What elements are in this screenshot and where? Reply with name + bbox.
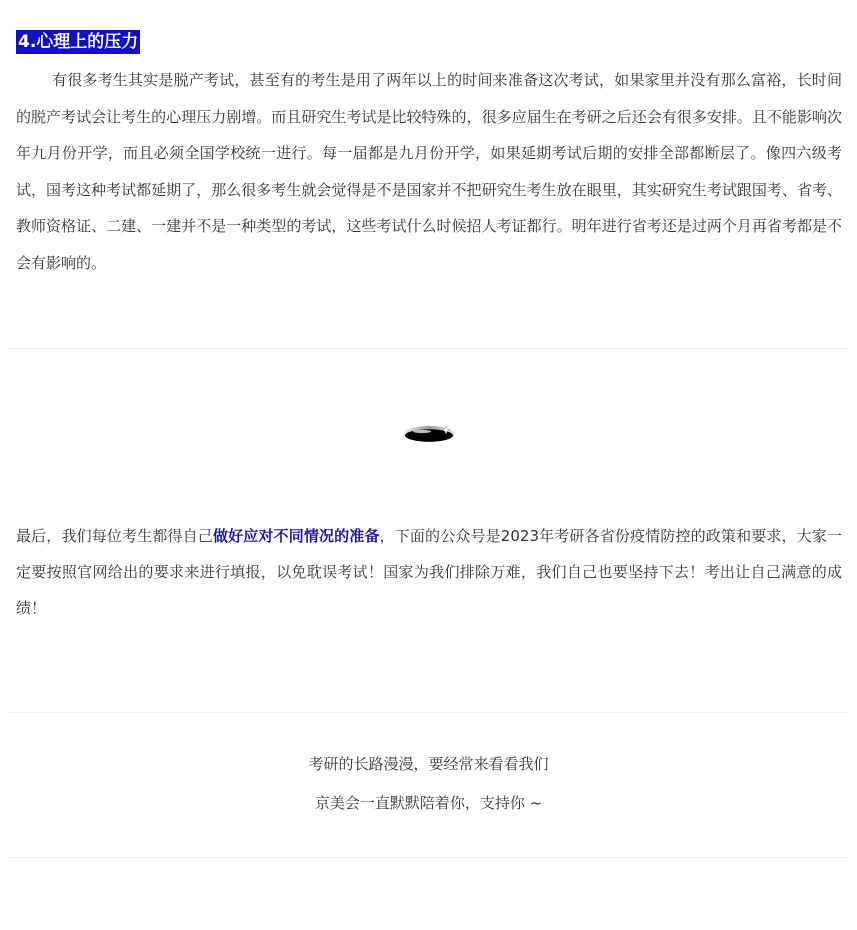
divider: [8, 712, 849, 713]
divider: [8, 857, 849, 858]
section-heading: 4.心理上的压力: [18, 32, 139, 52]
conclusion-text-before: 最后，我们每位考生都得自己: [16, 527, 213, 545]
conclusion-paragraph: [16, 518, 842, 626]
closing-line-1: 考研的长路漫漫，要经常来看看我们: [308, 755, 549, 773]
closing-line-2: 京美会一直默默陪着你，支持你 ~: [314, 794, 543, 812]
conclusion-text-after: ，下面的公众号是2023年考研各省份疫情防控的政策和要求，大家一定要按照官网给出的要求来进行填报，以免耽误考试！国家为我们排除万难，我们自己也要坚持下去！考出让自己满意的成绩！: [16, 527, 842, 617]
hole-divider-icon: [402, 424, 458, 444]
pressure-paragraph: 有很多考生其实是脱产考试，甚至有的考生是用了两年以上的时间来准备这次考试，如果家里并没有那么富裕，长时间的脱产考试会让考生的心理压力剧增。而且研究生考试是比较特殊的，很多应届生在考研之后还会有很多安排。且不能影响次年九月份开学，而且必须全国学校统一进行。每一届都是九月份开学，如果延期考试后期的安排全部都断层了。像四六级考试，国考这种考试都延期了，那么很多考生就会觉得是不是国家并不把研究生考生放在眼里，其实研究生考试跟国考、省考、教师资格证、二建、一建并不是一种类型的考试，这些考试什么时候招人考证都行。明年进行省考还是过两个月再省考都是不会有影响的。: [16, 71, 842, 272]
prepare-highlight: 做好应对不同情况的准备: [212, 527, 380, 545]
divider: [8, 348, 849, 349]
